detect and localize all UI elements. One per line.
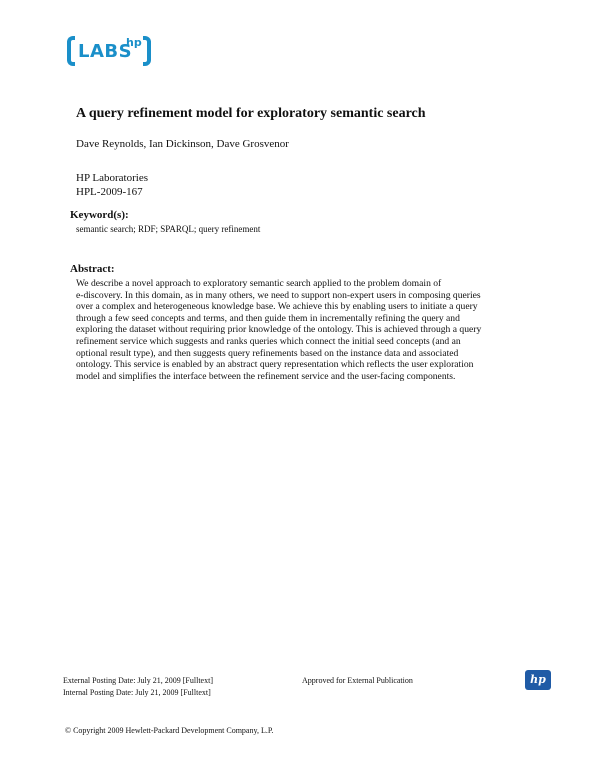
hp-logo-text: hp (530, 673, 546, 686)
external-posting-date: External Posting Date: July 21, 2009 [Fulltext] (63, 676, 213, 685)
logo-left-bracket (67, 36, 75, 66)
labs-hp-logo (67, 36, 153, 70)
hp-logo-icon (525, 670, 551, 690)
copyright: © Copyright 2009 Hewlett-Packard Development Company, L.P. (65, 726, 274, 735)
abstract-line: over a complex and heterogeneous knowledge base. We achieve this by enabling users to initiate a query (76, 301, 478, 313)
authors: Dave Reynolds, Ian Dickinson, Dave Grosvenor (76, 138, 289, 150)
paper-title: A query refinement model for exploratory semantic search (76, 106, 426, 121)
abstract-line: refinement service which suggests and ranks queries which connect the initial seed concepts (and an (76, 335, 461, 347)
internal-posting-date: Internal Posting Date: July 21, 2009 [Fulltext] (63, 688, 211, 697)
logo-text: LABS (78, 41, 133, 62)
abstract-line: exploring the dataset without requiring prior knowledge of the ontology. This is achieved through a query (76, 324, 482, 336)
logo-right-bracket (143, 36, 151, 66)
organization: HP Laboratories (76, 172, 148, 184)
abstract-line: optional result type), and then suggests query refinements based on the instance data and associated (76, 347, 459, 359)
report-number: HPL-2009-167 (76, 186, 143, 198)
abstract-line: We describe a novel approach to exploratory semantic search applied to the problem domain of (76, 278, 442, 289)
logo-superscript: hp (126, 36, 142, 49)
keywords-text: semantic search; RDF; SPARQL; query refinement (76, 224, 261, 234)
abstract-line: model and simplifies the interface between the refinement service and the user-facing components. (76, 370, 456, 382)
abstract-line: ontology. This service is enabled by an abstract query representation which reflects the user exploration (76, 359, 474, 371)
keywords-heading: Keyword(s): (70, 209, 129, 221)
approval-status: Approved for External Publication (302, 676, 413, 685)
abstract-heading: Abstract: (70, 263, 115, 275)
abstract-line: through a few seed concepts and terms, and then guide them in incrementally refining the query and (76, 312, 460, 324)
abstract-body (76, 278, 546, 382)
abstract-line: e-discovery. In this domain, as in many others, we need to support non-expert users in composing queries (76, 289, 481, 301)
